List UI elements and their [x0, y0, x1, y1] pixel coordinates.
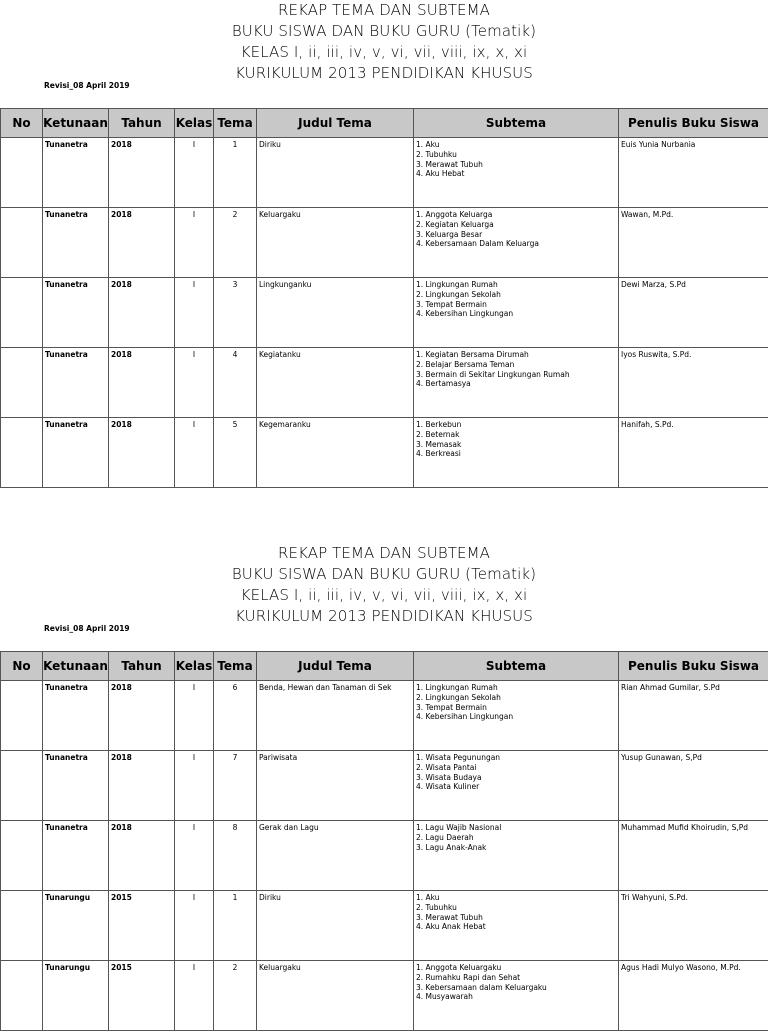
subtema-item: 2. Belajar Bersama Teman: [416, 360, 616, 370]
header-ketunaan: Ketunaan: [43, 109, 109, 138]
cell-subtema: [414, 138, 619, 208]
header-kelas: Kelas: [175, 109, 214, 138]
subtema-item: 3. Kebersamaan dalam Keluargaku: [416, 983, 616, 993]
document-title: [0, 0, 768, 84]
cell-tahun: 2018: [109, 751, 175, 821]
subtema-item: 4. Kebersihan Lingkungan: [416, 309, 616, 319]
subtema-list: [416, 420, 616, 459]
header-tahun: Tahun: [109, 109, 175, 138]
subtema-item: 2. Tubuhku: [416, 903, 616, 913]
cell-penulis: Iyos Ruswita, S.Pd.: [619, 348, 768, 418]
cell-subtema: [414, 278, 619, 348]
cell-penulis: Tri Wahyuni, S.Pd.: [619, 891, 768, 961]
title-line: REKAP TEMA DAN SUBTEMA: [0, 543, 768, 564]
subtema-item: 3. Wisata Budaya: [416, 773, 616, 783]
subtema-item: 3. Bermain di Sekitar Lingkungan Rumah: [416, 370, 616, 380]
cell-kelas: I: [175, 278, 214, 348]
cell-kelas: I: [175, 681, 214, 751]
cell-penulis: Wawan, M.Pd.: [619, 208, 768, 278]
cell-no: [1, 138, 43, 208]
header-kelas: Kelas: [175, 652, 214, 681]
cell-tema: 2: [214, 961, 257, 1031]
document-title: [0, 543, 768, 627]
cell-judul-tema: Keluargaku: [257, 208, 414, 278]
cell-tahun: 2018: [109, 821, 175, 891]
subtema-item: 3. Lagu Anak-Anak: [416, 843, 616, 853]
table-row: [1, 138, 768, 208]
subtema-list: [416, 280, 616, 319]
cell-judul-tema: Keluargaku: [257, 961, 414, 1031]
subtema-item: 3. Tempat Bermain: [416, 703, 616, 713]
title-line: KURIKULUM 2013 PENDIDIKAN KHUSUS: [0, 63, 768, 84]
cell-tahun: 2018: [109, 418, 175, 488]
cell-no: [1, 891, 43, 961]
cell-tema: 2: [214, 208, 257, 278]
cell-tahun: 2015: [109, 891, 175, 961]
cell-tema: 5: [214, 418, 257, 488]
subtema-item: 1. Lagu Wajib Nasional: [416, 823, 616, 833]
subtema-item: 1. Anggota Keluargaku: [416, 963, 616, 973]
cell-judul-tema: Pariwisata: [257, 751, 414, 821]
cell-ketunaan: Tunanetra: [43, 821, 109, 891]
cell-ketunaan: Tunanetra: [43, 138, 109, 208]
revision-date: Revisi_08 April 2019: [44, 81, 130, 90]
cell-judul-tema: Diriku: [257, 138, 414, 208]
subtema-item: 1. Aku: [416, 140, 616, 150]
cell-penulis: Rian Ahmad Gumilar, S.Pd: [619, 681, 768, 751]
title-line: BUKU SISWA DAN BUKU GURU (Tematik): [0, 564, 768, 585]
table-row: [1, 681, 768, 751]
subtema-item: 4. Bertamasya: [416, 379, 616, 389]
cell-subtema: [414, 208, 619, 278]
cell-tema: 8: [214, 821, 257, 891]
subtema-item: 2. Tubuhku: [416, 150, 616, 160]
cell-ketunaan: Tunanetra: [43, 348, 109, 418]
cell-tahun: 2018: [109, 138, 175, 208]
header-judul-tema: Judul Tema: [257, 109, 414, 138]
subtema-item: 3. Keluarga Besar: [416, 230, 616, 240]
cell-tahun: 2018: [109, 348, 175, 418]
header-tahun: Tahun: [109, 652, 175, 681]
subtema-list: [416, 140, 616, 179]
cell-no: [1, 821, 43, 891]
cell-ketunaan: Tunanetra: [43, 681, 109, 751]
header-tema: Tema: [214, 652, 257, 681]
table-body: [1, 138, 768, 488]
title-line: REKAP TEMA DAN SUBTEMA: [0, 0, 768, 21]
table-header-row: [1, 652, 768, 681]
subtema-list: [416, 210, 616, 249]
cell-tema: 4: [214, 348, 257, 418]
table-row: [1, 278, 768, 348]
cell-subtema: [414, 751, 619, 821]
header-ketunaan: Ketunaan: [43, 652, 109, 681]
cell-tema: 1: [214, 138, 257, 208]
cell-subtema: [414, 821, 619, 891]
cell-penulis: Euis Yunia Nurbania: [619, 138, 768, 208]
table-row: [1, 961, 768, 1031]
subtema-list: [416, 823, 616, 852]
cell-ketunaan: Tunanetra: [43, 418, 109, 488]
header-no: No: [1, 109, 43, 138]
cell-tahun: 2018: [109, 278, 175, 348]
cell-no: [1, 278, 43, 348]
cell-ketunaan: Tunanetra: [43, 208, 109, 278]
header-subtema: Subtema: [414, 652, 619, 681]
header-subtema: Subtema: [414, 109, 619, 138]
cell-judul-tema: Benda, Hewan dan Tanaman di Sek: [257, 681, 414, 751]
cell-judul-tema: Diriku: [257, 891, 414, 961]
subtema-item: 3. Merawat Tubuh: [416, 913, 616, 923]
cell-judul-tema: Lingkunganku: [257, 278, 414, 348]
cell-penulis: Yusup Gunawan, S,Pd: [619, 751, 768, 821]
subtema-item: 1. Berkebun: [416, 420, 616, 430]
subtema-list: [416, 683, 616, 722]
cell-tema: 3: [214, 278, 257, 348]
subtema-item: 1. Lingkungan Rumah: [416, 280, 616, 290]
cell-no: [1, 348, 43, 418]
subtema-item: 3. Memasak: [416, 440, 616, 450]
theme-table: [0, 651, 768, 1031]
cell-no: [1, 681, 43, 751]
subtema-item: 2. Lagu Daerah: [416, 833, 616, 843]
cell-kelas: I: [175, 961, 214, 1031]
subtema-list: [416, 893, 616, 932]
cell-tahun: 2018: [109, 208, 175, 278]
cell-kelas: I: [175, 751, 214, 821]
cell-subtema: [414, 418, 619, 488]
table-row: [1, 891, 768, 961]
cell-kelas: I: [175, 138, 214, 208]
table-row: [1, 751, 768, 821]
subtema-item: 1. Anggota Keluarga: [416, 210, 616, 220]
subtema-item: 2. Kegiatan Keluarga: [416, 220, 616, 230]
cell-penulis: Dewi Marza, S.Pd: [619, 278, 768, 348]
subtema-item: 4. Wisata Kuliner: [416, 782, 616, 792]
header-penulis: Penulis Buku Siswa: [619, 652, 768, 681]
cell-tema: 1: [214, 891, 257, 961]
header-tema: Tema: [214, 109, 257, 138]
cell-subtema: [414, 681, 619, 751]
cell-tema: 6: [214, 681, 257, 751]
header-no: No: [1, 652, 43, 681]
cell-no: [1, 751, 43, 821]
cell-kelas: I: [175, 821, 214, 891]
cell-ketunaan: Tunarungu: [43, 891, 109, 961]
subtema-item: 1. Aku: [416, 893, 616, 903]
title-line: KELAS I, ii, iii, iv, v, vi, vii, viii, ix, x, xi: [0, 42, 768, 63]
cell-subtema: [414, 961, 619, 1031]
table-row: [1, 418, 768, 488]
table-header-row: [1, 109, 768, 138]
subtema-item: 4. Kebersamaan Dalam Keluarga: [416, 239, 616, 249]
cell-no: [1, 961, 43, 1031]
subtema-item: 3. Merawat Tubuh: [416, 160, 616, 170]
subtema-item: 4. Aku Anak Hebat: [416, 922, 616, 932]
cell-kelas: I: [175, 891, 214, 961]
header-judul-tema: Judul Tema: [257, 652, 414, 681]
subtema-item: 2. Wisata Pantai: [416, 763, 616, 773]
cell-no: [1, 208, 43, 278]
table-row: [1, 348, 768, 418]
cell-judul-tema: Kegiatanku: [257, 348, 414, 418]
cell-no: [1, 418, 43, 488]
cell-penulis: Agus Hadi Mulyo Wasono, M.Pd.: [619, 961, 768, 1031]
title-line: KELAS I, ii, iii, iv, v, vi, vii, viii, ix, x, xi: [0, 585, 768, 606]
subtema-list: [416, 963, 616, 1002]
subtema-item: 4. Kebersihan Lingkungan: [416, 712, 616, 722]
cell-kelas: I: [175, 418, 214, 488]
subtema-item: 2. Beternak: [416, 430, 616, 440]
cell-subtema: [414, 891, 619, 961]
title-line: BUKU SISWA DAN BUKU GURU (Tematik): [0, 21, 768, 42]
subtema-item: 4. Musyawarah: [416, 992, 616, 1002]
subtema-item: 1. Kegiatan Bersama Dirumah: [416, 350, 616, 360]
cell-tahun: 2018: [109, 681, 175, 751]
cell-subtema: [414, 348, 619, 418]
cell-ketunaan: Tunarungu: [43, 961, 109, 1031]
cell-tema: 7: [214, 751, 257, 821]
revision-date: Revisi_08 April 2019: [44, 624, 130, 633]
cell-kelas: I: [175, 208, 214, 278]
subtema-item: 2. Rumahku Rapi dan Sehat: [416, 973, 616, 983]
title-line: KURIKULUM 2013 PENDIDIKAN KHUSUS: [0, 606, 768, 627]
table-row: [1, 208, 768, 278]
subtema-item: 1. Lingkungan Rumah: [416, 683, 616, 693]
cell-penulis: Hanifah, S.Pd.: [619, 418, 768, 488]
subtema-item: 4. Aku Hebat: [416, 169, 616, 179]
subtema-item: 3. Tempat Bermain: [416, 300, 616, 310]
header-penulis: Penulis Buku Siswa: [619, 109, 768, 138]
theme-table: [0, 108, 768, 488]
subtema-list: [416, 350, 616, 389]
cell-tahun: 2015: [109, 961, 175, 1031]
cell-judul-tema: Gerak dan Lagu: [257, 821, 414, 891]
subtema-list: [416, 753, 616, 792]
table-body: [1, 681, 768, 1031]
cell-judul-tema: Kegemaranku: [257, 418, 414, 488]
table-row: [1, 821, 768, 891]
subtema-item: 4. Berkreasi: [416, 449, 616, 459]
subtema-item: 2. Lingkungan Sekolah: [416, 290, 616, 300]
cell-kelas: I: [175, 348, 214, 418]
subtema-item: 2. Lingkungan Sekolah: [416, 693, 616, 703]
cell-penulis: Muhammad Mufid Khoirudin, S,Pd: [619, 821, 768, 891]
cell-ketunaan: Tunanetra: [43, 278, 109, 348]
subtema-item: 1. Wisata Pegunungan: [416, 753, 616, 763]
cell-ketunaan: Tunanetra: [43, 751, 109, 821]
